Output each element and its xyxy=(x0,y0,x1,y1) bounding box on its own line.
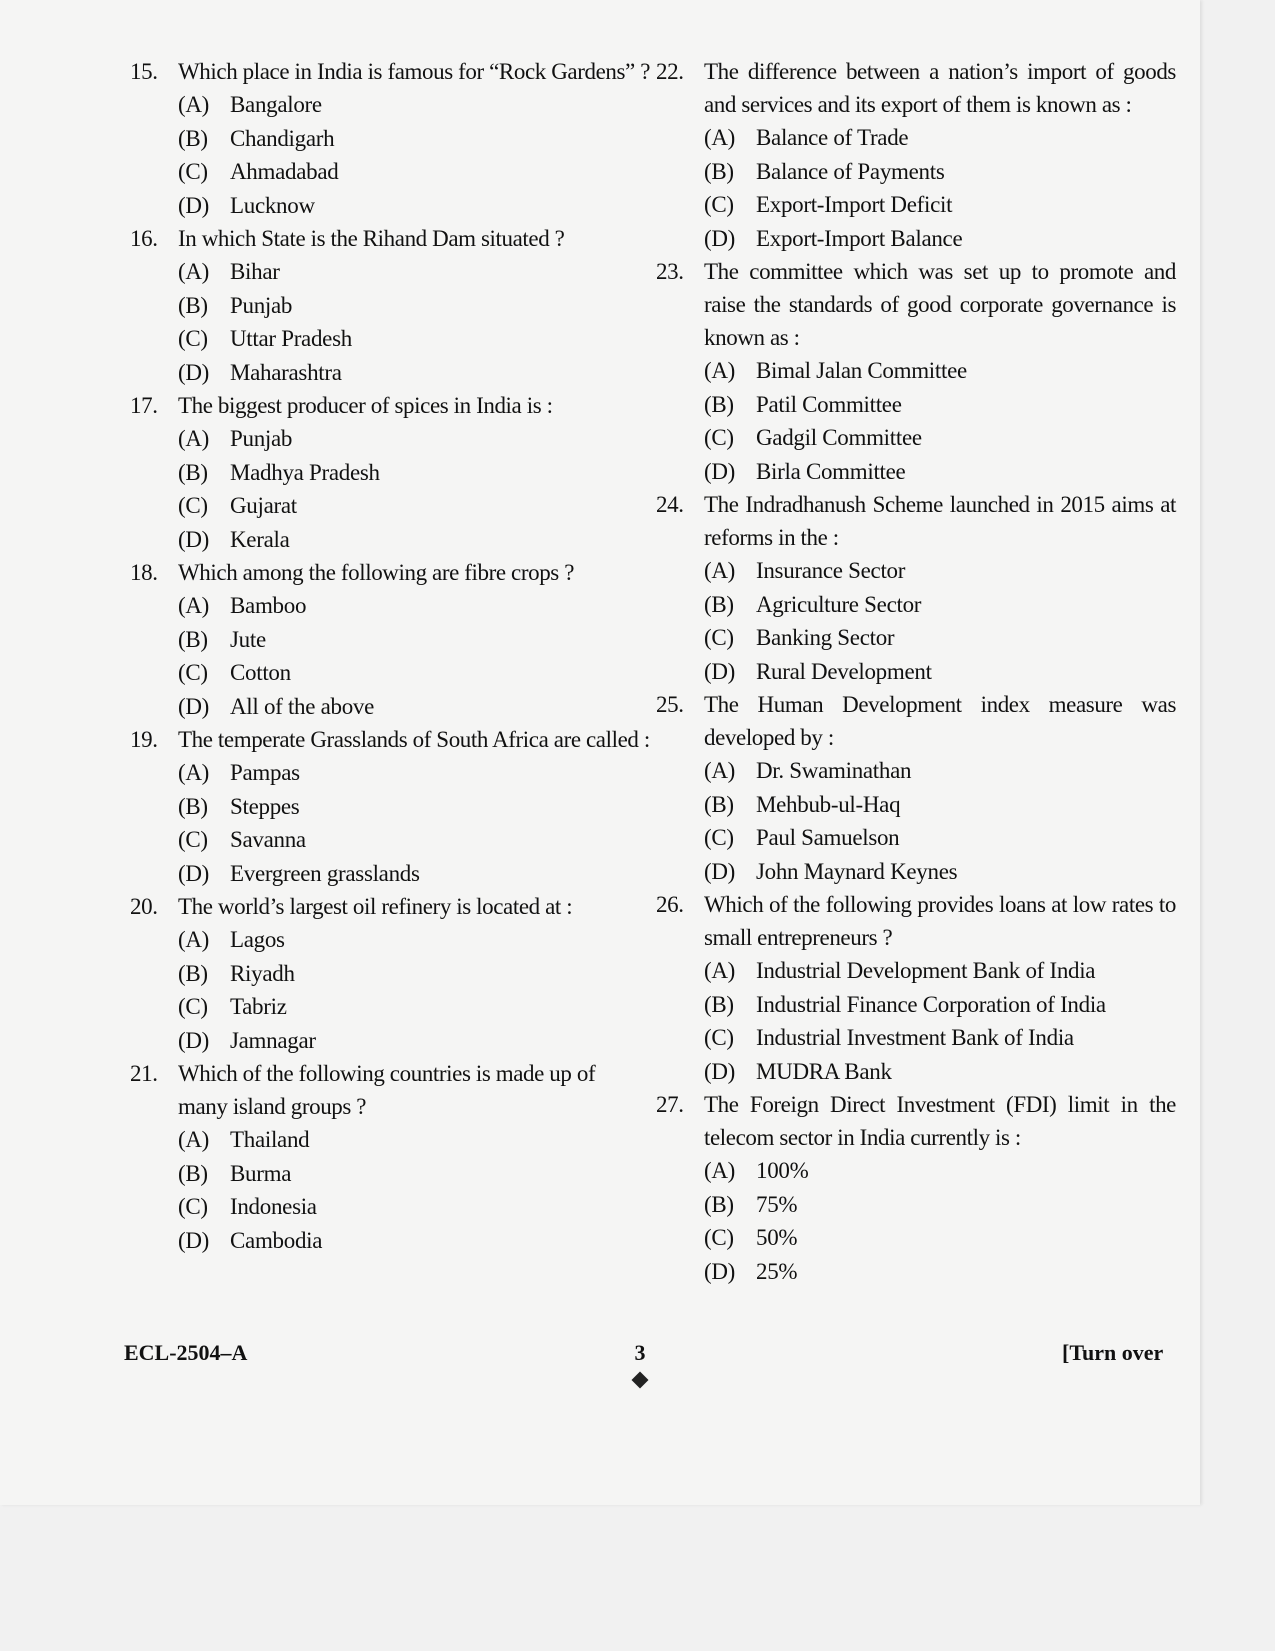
question-text: The biggest producer of spices in India is : xyxy=(178,393,553,418)
question-text: Which place in India is famous for “Rock Gardens” ? xyxy=(178,59,651,84)
option-d: (D) Rural Development xyxy=(704,658,932,684)
right-column xyxy=(656,55,1176,1288)
option-a: (A) Lagos xyxy=(178,927,285,952)
option-b: (B) Industrial Finance Corporation of India xyxy=(704,991,1106,1017)
question-text: Which of the following countries is made up of many island groups ? xyxy=(178,1061,596,1119)
option-a: (A) Bimal Jalan Committee xyxy=(704,358,967,383)
question-16 xyxy=(130,222,650,389)
question-26 xyxy=(656,888,1176,1088)
question-25 xyxy=(656,688,1176,888)
question-19 xyxy=(130,723,650,890)
page-number-text: 3 xyxy=(634,1340,646,1365)
option-c: (C) Banking Sector xyxy=(704,625,895,650)
option-c: (C) Paul Samuelson xyxy=(704,825,900,850)
page-number xyxy=(634,1340,646,1386)
question-text: The temperate Grasslands of South Africa are called : xyxy=(178,727,650,752)
option-d: (D) Kerala xyxy=(178,526,290,552)
option-c: (C) Tabriz xyxy=(178,994,287,1019)
question-20 xyxy=(130,890,650,1057)
booklet-code: ECL-2504–A xyxy=(124,1340,248,1365)
question-number: 16. xyxy=(130,226,158,251)
option-d: (D) Maharashtra xyxy=(178,359,342,385)
question-text: In which State is the Rihand Dam situated ? xyxy=(178,226,565,251)
option-d: (D) MUDRA Bank xyxy=(704,1058,892,1084)
option-b: (B) Chandigarh xyxy=(178,125,335,151)
option-b: (B) Madhya Pradesh xyxy=(178,459,380,485)
question-text: The world’s largest oil refinery is located at : xyxy=(178,894,573,919)
option-b: (B) Jute xyxy=(178,626,266,652)
question-24 xyxy=(656,488,1176,688)
diamond-icon xyxy=(632,1372,649,1389)
option-a: (A) 100% xyxy=(704,1158,809,1183)
turn-over-note: [Turn over xyxy=(1062,1340,1164,1365)
question-27 xyxy=(656,1088,1176,1288)
option-a: (A) Bangalore xyxy=(178,92,322,117)
option-b: (B) Steppes xyxy=(178,793,300,819)
question-text: The Indradhanush Scheme launched in 2015 aims at reforms in the : xyxy=(704,492,1176,550)
option-b: (B) Punjab xyxy=(178,292,293,318)
option-b: (B) 75% xyxy=(704,1191,798,1217)
option-c: (C) Gadgil Committee xyxy=(704,425,922,450)
option-a: (A) Dr. Swaminathan xyxy=(704,758,912,783)
option-d: (D) Evergreen grasslands xyxy=(178,860,420,886)
option-a: (A) Insurance Sector xyxy=(704,558,906,583)
question-number: 17. xyxy=(130,393,158,418)
question-number: 21. xyxy=(130,1061,158,1086)
option-c: (C) Uttar Pradesh xyxy=(178,326,352,351)
question-18 xyxy=(130,556,650,723)
option-d: (D) John Maynard Keynes xyxy=(704,858,958,884)
question-15 xyxy=(130,55,650,222)
option-b: (B) Balance of Payments xyxy=(704,158,945,184)
question-number: 23. xyxy=(656,259,684,284)
question-23 xyxy=(656,255,1176,488)
option-a: (A) Balance of Trade xyxy=(704,125,909,150)
option-c: (C) Indonesia xyxy=(178,1194,317,1219)
question-number: 18. xyxy=(130,560,158,585)
question-text: The Human Development index measure was developed by : xyxy=(704,692,1176,750)
question-text: The Foreign Direct Investment (FDI) limit in the telecom sector in India currently is : xyxy=(704,1092,1176,1150)
option-b: (B) Burma xyxy=(178,1160,292,1186)
question-number: 26. xyxy=(656,892,684,917)
option-d: (D) Cambodia xyxy=(178,1227,323,1253)
option-c: (C) 50% xyxy=(704,1225,798,1250)
option-c: (C) Cotton xyxy=(178,660,291,685)
question-number: 15. xyxy=(130,59,158,84)
question-17 xyxy=(130,389,650,556)
question-21 xyxy=(130,1057,650,1257)
question-number: 22. xyxy=(656,59,684,84)
option-a: (A) Industrial Development Bank of India xyxy=(704,958,1096,983)
option-d: (D) All of the above xyxy=(178,693,375,719)
question-number: 25. xyxy=(656,692,684,717)
option-d: (D) Birla Committee xyxy=(704,458,906,484)
option-b: (B) Patil Committee xyxy=(704,391,902,417)
option-a: (A) Thailand xyxy=(178,1127,310,1152)
option-b: (B) Riyadh xyxy=(178,960,295,986)
question-number: 24. xyxy=(656,492,684,517)
option-c: (C) Ahmadabad xyxy=(178,159,339,184)
option-a: (A) Pampas xyxy=(178,760,300,785)
option-c: (C) Savanna xyxy=(178,827,306,852)
option-a: (A) Punjab xyxy=(178,426,293,451)
option-c: (C) Export-Import Deficit xyxy=(704,192,953,217)
option-a: (A) Bihar xyxy=(178,259,280,284)
option-c: (C) Industrial Investment Bank of India xyxy=(704,1025,1074,1050)
question-text: Which among the following are fibre crops ? xyxy=(178,560,575,585)
option-d: (D) 25% xyxy=(704,1258,798,1284)
option-d: (D) Export-Import Balance xyxy=(704,225,963,251)
option-a: (A) Bamboo xyxy=(178,593,307,618)
option-c: (C) Gujarat xyxy=(178,493,297,518)
option-b: (B) Mehbub-ul-Haq xyxy=(704,791,901,817)
question-number: 20. xyxy=(130,894,158,919)
question-text: Which of the following provides loans at low rates to small entrepreneurs ? xyxy=(704,892,1176,950)
left-column xyxy=(130,55,650,1257)
question-number: 27. xyxy=(656,1092,684,1117)
question-text: The difference between a nation’s import of goods and services and its export of them is known as : xyxy=(704,59,1176,117)
question-number: 19. xyxy=(130,727,158,752)
option-b: (B) Agriculture Sector xyxy=(704,591,922,617)
question-22 xyxy=(656,55,1176,255)
option-d: (D) Jamnagar xyxy=(178,1027,316,1053)
question-text: The committee which was set up to promote and raise the standards of good corporate governance is known as : xyxy=(704,259,1176,350)
option-d: (D) Lucknow xyxy=(178,192,315,218)
